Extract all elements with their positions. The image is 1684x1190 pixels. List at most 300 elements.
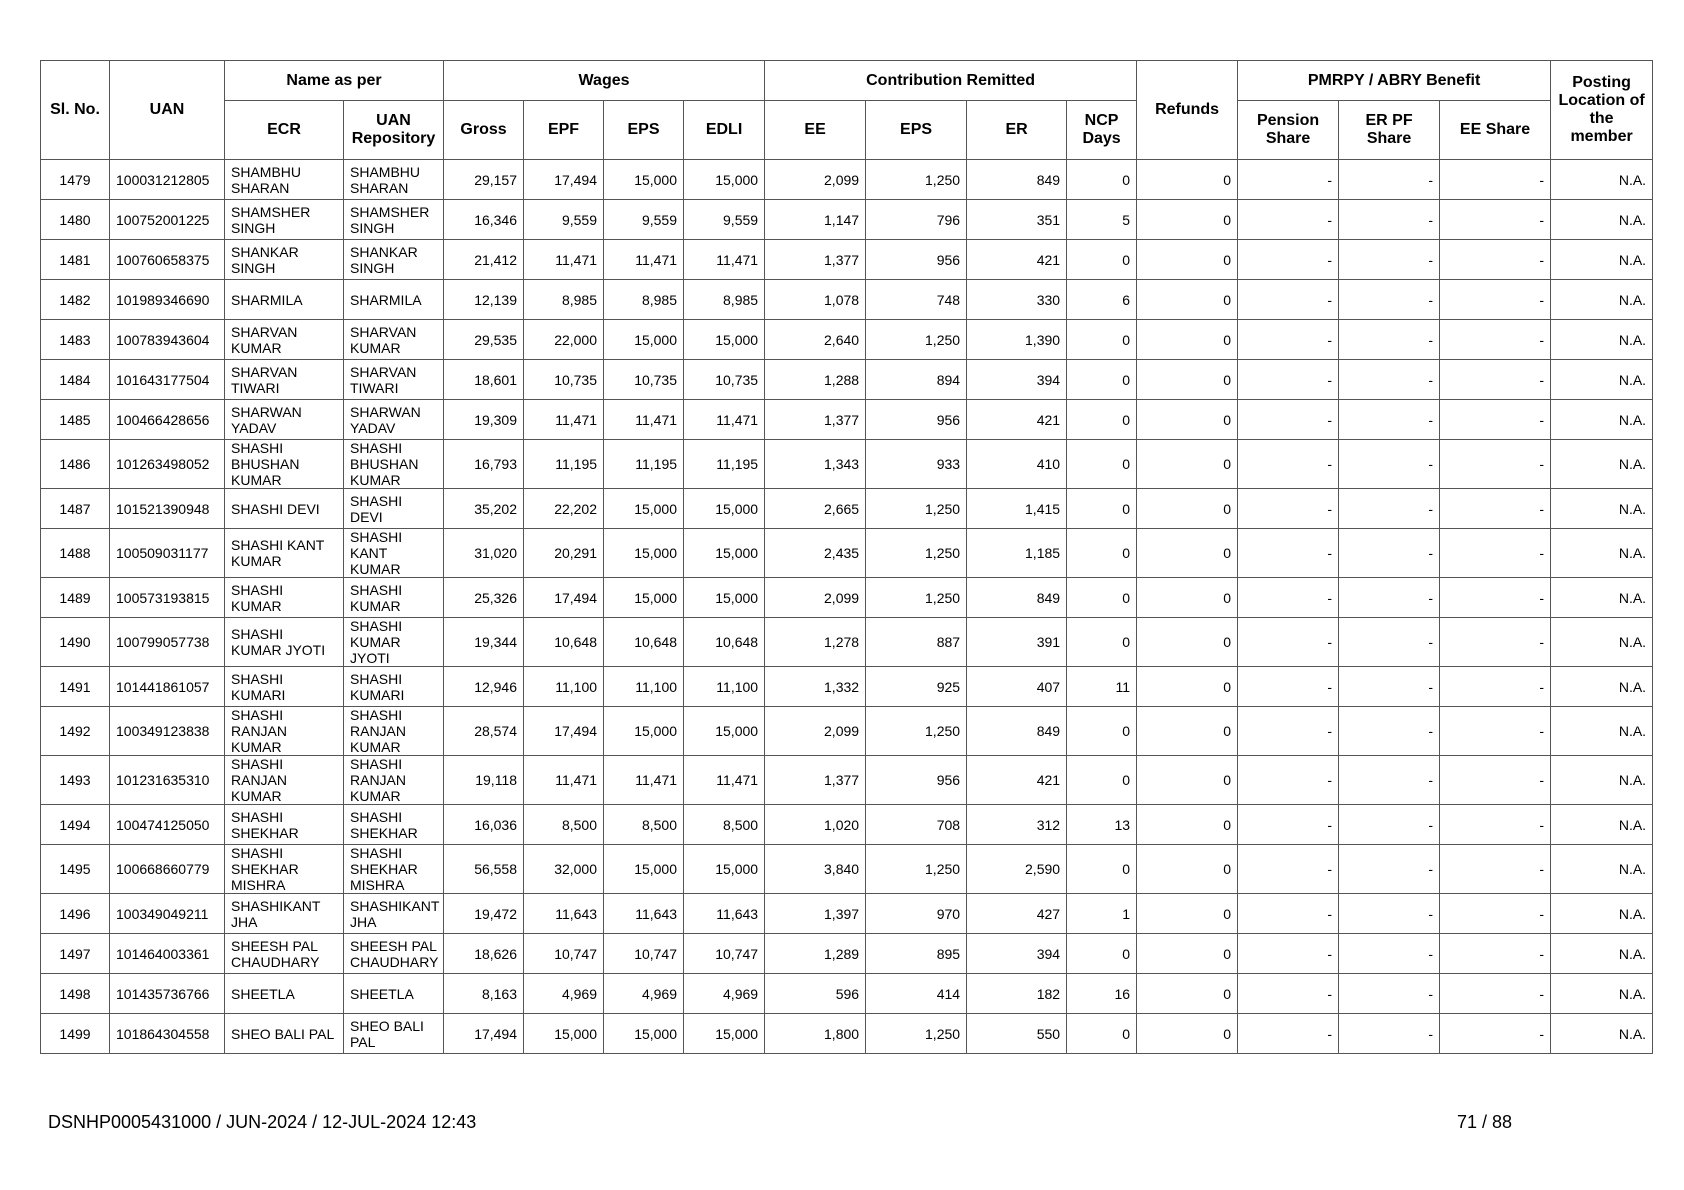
cell-repo-name: SHARVAN KUMAR — [344, 320, 444, 360]
cell-edli: 10,747 — [684, 934, 765, 974]
cell-uan: 101521390948 — [110, 489, 225, 529]
cell-epf: 11,471 — [524, 756, 604, 805]
cell-ee-share: - — [1440, 240, 1551, 280]
cell-ee: 1,377 — [765, 240, 866, 280]
cell-er: 351 — [967, 200, 1067, 240]
cell-uan: 100349123838 — [110, 707, 225, 756]
cell-epf: 8,500 — [524, 805, 604, 845]
cell-repo-name: SHASHI KANT KUMAR — [344, 529, 444, 578]
cell-er-pf-share: - — [1339, 440, 1440, 489]
cell-pension-share: - — [1238, 160, 1339, 200]
cell-refunds: 0 — [1137, 400, 1238, 440]
cell-wages-eps: 11,100 — [604, 667, 684, 707]
cell-gross: 12,946 — [444, 667, 524, 707]
cell-er: 849 — [967, 578, 1067, 618]
cell-posting-location: N.A. — [1551, 360, 1653, 400]
col-ee: EE — [765, 101, 866, 160]
cell-er: 1,415 — [967, 489, 1067, 529]
col-er-pf-share: ER PF Share — [1339, 101, 1440, 160]
col-edli: EDLI — [684, 101, 765, 160]
cell-repo-name: SHASHI RANJAN KUMAR — [344, 707, 444, 756]
col-ee-share: EE Share — [1440, 101, 1551, 160]
cell-gross: 31,020 — [444, 529, 524, 578]
cell-gross: 29,157 — [444, 160, 524, 200]
cell-er: 394 — [967, 934, 1067, 974]
cell-pension-share: - — [1238, 974, 1339, 1014]
cell-contribution-eps: 1,250 — [866, 320, 967, 360]
cell-ncp-days: 0 — [1067, 845, 1137, 894]
cell-repo-name: SHAMBHU SHARAN — [344, 160, 444, 200]
cell-wages-eps: 8,985 — [604, 280, 684, 320]
cell-ee: 2,665 — [765, 489, 866, 529]
cell-contribution-eps: 1,250 — [866, 529, 967, 578]
cell-epf: 10,648 — [524, 618, 604, 667]
contribution-table — [40, 60, 1653, 1054]
cell-posting-location: N.A. — [1551, 667, 1653, 707]
cell-sl-no: 1480 — [41, 200, 110, 240]
cell-ecr-name: SHASHI RANJAN KUMAR — [225, 707, 344, 756]
cell-gross: 21,412 — [444, 240, 524, 280]
cell-refunds: 0 — [1137, 280, 1238, 320]
cell-ee: 1,278 — [765, 618, 866, 667]
cell-ee: 2,640 — [765, 320, 866, 360]
col-uan-repository: UAN Repository — [344, 101, 444, 160]
cell-wages-eps: 11,643 — [604, 894, 684, 934]
cell-ee: 3,840 — [765, 845, 866, 894]
cell-ecr-name: SHASHI SHEKHAR — [225, 805, 344, 845]
cell-epf: 22,202 — [524, 489, 604, 529]
cell-er: 421 — [967, 756, 1067, 805]
cell-er-pf-share: - — [1339, 894, 1440, 934]
cell-contribution-eps: 956 — [866, 756, 967, 805]
col-refunds: Refunds — [1137, 61, 1238, 160]
cell-uan: 100752001225 — [110, 200, 225, 240]
cell-er: 1,390 — [967, 320, 1067, 360]
cell-wages-eps: 15,000 — [604, 1014, 684, 1054]
table-row — [41, 240, 1653, 280]
cell-edli: 15,000 — [684, 707, 765, 756]
cell-epf: 4,969 — [524, 974, 604, 1014]
cell-edli: 11,100 — [684, 667, 765, 707]
cell-gross: 17,494 — [444, 1014, 524, 1054]
cell-uan: 101435736766 — [110, 974, 225, 1014]
cell-ee-share: - — [1440, 280, 1551, 320]
cell-ecr-name: SHASHI KUMAR JYOTI — [225, 618, 344, 667]
cell-ncp-days: 0 — [1067, 934, 1137, 974]
cell-gross: 19,344 — [444, 618, 524, 667]
cell-pension-share: - — [1238, 200, 1339, 240]
cell-ee-share: - — [1440, 707, 1551, 756]
cell-er-pf-share: - — [1339, 578, 1440, 618]
cell-ecr-name: SHARVAN KUMAR — [225, 320, 344, 360]
cell-contribution-eps: 887 — [866, 618, 967, 667]
cell-ee: 1,377 — [765, 400, 866, 440]
cell-ecr-name: SHASHI DEVI — [225, 489, 344, 529]
cell-repo-name: SHEETLA — [344, 974, 444, 1014]
cell-wages-eps: 11,471 — [604, 756, 684, 805]
cell-uan: 100466428656 — [110, 400, 225, 440]
cell-epf: 10,747 — [524, 934, 604, 974]
cell-ee: 1,289 — [765, 934, 866, 974]
cell-sl-no: 1492 — [41, 707, 110, 756]
table-row — [41, 578, 1653, 618]
cell-refunds: 0 — [1137, 578, 1238, 618]
col-ecr: ECR — [225, 101, 344, 160]
cell-posting-location: N.A. — [1551, 200, 1653, 240]
cell-sl-no: 1488 — [41, 529, 110, 578]
cell-pension-share: - — [1238, 707, 1339, 756]
table-row — [41, 934, 1653, 974]
cell-er-pf-share: - — [1339, 618, 1440, 667]
cell-ee: 1,377 — [765, 756, 866, 805]
cell-gross: 56,558 — [444, 845, 524, 894]
col-er: ER — [967, 101, 1067, 160]
cell-refunds: 0 — [1137, 240, 1238, 280]
cell-edli: 4,969 — [684, 974, 765, 1014]
cell-pension-share: - — [1238, 1014, 1339, 1054]
cell-repo-name: SHAMSHER SINGH — [344, 200, 444, 240]
cell-wages-eps: 10,735 — [604, 360, 684, 400]
cell-posting-location: N.A. — [1551, 529, 1653, 578]
cell-er: 330 — [967, 280, 1067, 320]
cell-ecr-name: SHASHI KANT KUMAR — [225, 529, 344, 578]
cell-contribution-eps: 956 — [866, 400, 967, 440]
col-pension-share: Pension Share — [1238, 101, 1339, 160]
cell-edli: 9,559 — [684, 200, 765, 240]
cell-refunds: 0 — [1137, 360, 1238, 400]
cell-uan: 100783943604 — [110, 320, 225, 360]
cell-ncp-days: 0 — [1067, 240, 1137, 280]
cell-pension-share: - — [1238, 489, 1339, 529]
cell-gross: 18,626 — [444, 934, 524, 974]
cell-ecr-name: SHASHI KUMAR — [225, 578, 344, 618]
cell-pension-share: - — [1238, 400, 1339, 440]
table-row — [41, 280, 1653, 320]
col-gross: Gross — [444, 101, 524, 160]
cell-ncp-days: 0 — [1067, 529, 1137, 578]
cell-er: 849 — [967, 707, 1067, 756]
cell-pension-share: - — [1238, 667, 1339, 707]
cell-ecr-name: SHASHI RANJAN KUMAR — [225, 756, 344, 805]
cell-ee: 2,435 — [765, 529, 866, 578]
cell-er-pf-share: - — [1339, 805, 1440, 845]
cell-wages-eps: 10,648 — [604, 618, 684, 667]
cell-posting-location: N.A. — [1551, 400, 1653, 440]
cell-ecr-name: SHANKAR SINGH — [225, 240, 344, 280]
cell-wages-eps: 15,000 — [604, 578, 684, 618]
cell-pension-share: - — [1238, 756, 1339, 805]
cell-er: 182 — [967, 974, 1067, 1014]
cell-ecr-name: SHEESH PAL CHAUDHARY — [225, 934, 344, 974]
table-row — [41, 400, 1653, 440]
cell-er: 391 — [967, 618, 1067, 667]
cell-ecr-name: SHASHI KUMARI — [225, 667, 344, 707]
cell-er-pf-share: - — [1339, 240, 1440, 280]
cell-wages-eps: 8,500 — [604, 805, 684, 845]
cell-contribution-eps: 970 — [866, 894, 967, 934]
cell-edli: 8,500 — [684, 805, 765, 845]
cell-wages-eps: 10,747 — [604, 934, 684, 974]
table-row — [41, 756, 1653, 805]
cell-ncp-days: 0 — [1067, 360, 1137, 400]
cell-posting-location: N.A. — [1551, 707, 1653, 756]
cell-posting-location: N.A. — [1551, 1014, 1653, 1054]
cell-wages-eps: 15,000 — [604, 489, 684, 529]
cell-gross: 8,163 — [444, 974, 524, 1014]
col-ncp-days: NCP Days — [1067, 101, 1137, 160]
cell-gross: 28,574 — [444, 707, 524, 756]
cell-epf: 10,735 — [524, 360, 604, 400]
cell-ee-share: - — [1440, 489, 1551, 529]
cell-er-pf-share: - — [1339, 160, 1440, 200]
cell-ee-share: - — [1440, 440, 1551, 489]
cell-edli: 15,000 — [684, 160, 765, 200]
cell-repo-name: SHANKAR SINGH — [344, 240, 444, 280]
cell-er-pf-share: - — [1339, 845, 1440, 894]
cell-ee-share: - — [1440, 934, 1551, 974]
table-row — [41, 489, 1653, 529]
cell-er: 550 — [967, 1014, 1067, 1054]
cell-sl-no: 1495 — [41, 845, 110, 894]
cell-er: 2,590 — [967, 845, 1067, 894]
document-reference: DSNHP0005431000 / JUN-2024 / 12-JUL-2024 12:43 — [48, 1112, 477, 1132]
cell-er-pf-share: - — [1339, 400, 1440, 440]
cell-ee-share: - — [1440, 618, 1551, 667]
cell-epf: 20,291 — [524, 529, 604, 578]
cell-wages-eps: 15,000 — [604, 320, 684, 360]
cell-contribution-eps: 1,250 — [866, 578, 967, 618]
cell-epf: 17,494 — [524, 160, 604, 200]
cell-ncp-days: 0 — [1067, 707, 1137, 756]
cell-sl-no: 1489 — [41, 578, 110, 618]
cell-uan: 100349049211 — [110, 894, 225, 934]
cell-contribution-eps: 1,250 — [866, 1014, 967, 1054]
cell-ee: 2,099 — [765, 578, 866, 618]
cell-er-pf-share: - — [1339, 756, 1440, 805]
cell-er: 421 — [967, 240, 1067, 280]
cell-uan: 100031212805 — [110, 160, 225, 200]
cell-epf: 11,471 — [524, 400, 604, 440]
cell-er-pf-share: - — [1339, 360, 1440, 400]
cell-repo-name: SHEO BALI PAL — [344, 1014, 444, 1054]
cell-repo-name: SHASHI SHEKHAR MISHRA — [344, 845, 444, 894]
cell-ee-share: - — [1440, 667, 1551, 707]
cell-sl-no: 1491 — [41, 667, 110, 707]
cell-er: 427 — [967, 894, 1067, 934]
cell-refunds: 0 — [1137, 974, 1238, 1014]
cell-ncp-days: 0 — [1067, 578, 1137, 618]
cell-ecr-name: SHAMBHU SHARAN — [225, 160, 344, 200]
cell-er-pf-share: - — [1339, 529, 1440, 578]
cell-pension-share: - — [1238, 894, 1339, 934]
cell-ee-share: - — [1440, 400, 1551, 440]
cell-er-pf-share: - — [1339, 667, 1440, 707]
cell-pension-share: - — [1238, 440, 1339, 489]
cell-ee: 1,288 — [765, 360, 866, 400]
cell-wages-eps: 11,471 — [604, 400, 684, 440]
cell-ee-share: - — [1440, 845, 1551, 894]
cell-ncp-days: 6 — [1067, 280, 1137, 320]
cell-pension-share: - — [1238, 578, 1339, 618]
table-row — [41, 200, 1653, 240]
cell-ecr-name: SHEETLA — [225, 974, 344, 1014]
cell-repo-name: SHASHI KUMARI — [344, 667, 444, 707]
cell-ee: 596 — [765, 974, 866, 1014]
cell-uan: 101989346690 — [110, 280, 225, 320]
group-contribution-remitted: Contribution Remitted — [765, 61, 1137, 101]
cell-ee-share: - — [1440, 360, 1551, 400]
cell-edli: 11,643 — [684, 894, 765, 934]
cell-posting-location: N.A. — [1551, 440, 1653, 489]
cell-posting-location: N.A. — [1551, 974, 1653, 1014]
cell-ee-share: - — [1440, 756, 1551, 805]
cell-refunds: 0 — [1137, 320, 1238, 360]
cell-contribution-eps: 933 — [866, 440, 967, 489]
cell-gross: 25,326 — [444, 578, 524, 618]
cell-posting-location: N.A. — [1551, 618, 1653, 667]
cell-gross: 29,535 — [444, 320, 524, 360]
cell-ncp-days: 0 — [1067, 489, 1137, 529]
cell-posting-location: N.A. — [1551, 578, 1653, 618]
cell-sl-no: 1483 — [41, 320, 110, 360]
cell-contribution-eps: 925 — [866, 667, 967, 707]
cell-epf: 17,494 — [524, 578, 604, 618]
cell-edli: 15,000 — [684, 845, 765, 894]
col-wages-eps: EPS — [604, 101, 684, 160]
cell-posting-location: N.A. — [1551, 280, 1653, 320]
table-row — [41, 805, 1653, 845]
cell-repo-name: SHASHI KUMAR JYOTI — [344, 618, 444, 667]
cell-ee: 1,343 — [765, 440, 866, 489]
cell-refunds: 0 — [1137, 160, 1238, 200]
cell-pension-share: - — [1238, 240, 1339, 280]
cell-ncp-days: 0 — [1067, 400, 1137, 440]
cell-er-pf-share: - — [1339, 707, 1440, 756]
cell-refunds: 0 — [1137, 805, 1238, 845]
cell-repo-name: SHASHI BHUSHAN KUMAR — [344, 440, 444, 489]
cell-refunds: 0 — [1137, 1014, 1238, 1054]
cell-refunds: 0 — [1137, 934, 1238, 974]
cell-ncp-days: 0 — [1067, 618, 1137, 667]
cell-er-pf-share: - — [1339, 974, 1440, 1014]
cell-refunds: 0 — [1137, 529, 1238, 578]
cell-ecr-name: SHASHIKANT JHA — [225, 894, 344, 934]
cell-epf: 11,100 — [524, 667, 604, 707]
cell-uan: 100668660779 — [110, 845, 225, 894]
cell-contribution-eps: 1,250 — [866, 489, 967, 529]
table-row — [41, 160, 1653, 200]
cell-repo-name: SHASHI RANJAN KUMAR — [344, 756, 444, 805]
cell-epf: 11,471 — [524, 240, 604, 280]
cell-contribution-eps: 796 — [866, 200, 967, 240]
cell-sl-no: 1479 — [41, 160, 110, 200]
cell-er: 421 — [967, 400, 1067, 440]
cell-ee: 2,099 — [765, 160, 866, 200]
cell-edli: 10,735 — [684, 360, 765, 400]
cell-er-pf-share: - — [1339, 280, 1440, 320]
cell-ee: 1,397 — [765, 894, 866, 934]
cell-edli: 15,000 — [684, 320, 765, 360]
cell-epf: 15,000 — [524, 1014, 604, 1054]
cell-sl-no: 1498 — [41, 974, 110, 1014]
cell-posting-location: N.A. — [1551, 240, 1653, 280]
cell-er: 394 — [967, 360, 1067, 400]
cell-gross: 19,472 — [444, 894, 524, 934]
cell-ncp-days: 0 — [1067, 160, 1137, 200]
cell-edli: 11,195 — [684, 440, 765, 489]
cell-posting-location: N.A. — [1551, 805, 1653, 845]
cell-posting-location: N.A. — [1551, 894, 1653, 934]
cell-sl-no: 1497 — [41, 934, 110, 974]
cell-er: 410 — [967, 440, 1067, 489]
table-row — [41, 894, 1653, 934]
cell-contribution-eps: 1,250 — [866, 845, 967, 894]
cell-edli: 10,648 — [684, 618, 765, 667]
col-contribution-eps: EPS — [866, 101, 967, 160]
cell-ecr-name: SHARWAN YADAV — [225, 400, 344, 440]
cell-refunds: 0 — [1137, 618, 1238, 667]
cell-wages-eps: 15,000 — [604, 707, 684, 756]
cell-ee: 1,800 — [765, 1014, 866, 1054]
table-row — [41, 618, 1653, 667]
cell-ncp-days: 5 — [1067, 200, 1137, 240]
cell-uan: 100799057738 — [110, 618, 225, 667]
cell-gross: 18,601 — [444, 360, 524, 400]
cell-er: 849 — [967, 160, 1067, 200]
cell-sl-no: 1493 — [41, 756, 110, 805]
col-sl-no: Sl. No. — [41, 61, 110, 160]
cell-uan: 100474125050 — [110, 805, 225, 845]
cell-posting-location: N.A. — [1551, 160, 1653, 200]
cell-edli: 11,471 — [684, 756, 765, 805]
cell-gross: 16,346 — [444, 200, 524, 240]
cell-wages-eps: 11,471 — [604, 240, 684, 280]
cell-ee: 1,078 — [765, 280, 866, 320]
table-row — [41, 974, 1653, 1014]
cell-repo-name: SHARMILA — [344, 280, 444, 320]
cell-contribution-eps: 414 — [866, 974, 967, 1014]
cell-wages-eps: 11,195 — [604, 440, 684, 489]
cell-ecr-name: SHAMSHER SINGH — [225, 200, 344, 240]
cell-er-pf-share: - — [1339, 489, 1440, 529]
cell-ee: 2,099 — [765, 707, 866, 756]
cell-contribution-eps: 894 — [866, 360, 967, 400]
cell-ee-share: - — [1440, 320, 1551, 360]
cell-ee-share: - — [1440, 894, 1551, 934]
cell-gross: 35,202 — [444, 489, 524, 529]
cell-wages-eps: 15,000 — [604, 845, 684, 894]
cell-ncp-days: 16 — [1067, 974, 1137, 1014]
cell-ee-share: - — [1440, 1014, 1551, 1054]
cell-repo-name: SHARWAN YADAV — [344, 400, 444, 440]
table-row — [41, 440, 1653, 489]
cell-epf: 11,195 — [524, 440, 604, 489]
cell-sl-no: 1494 — [41, 805, 110, 845]
cell-er-pf-share: - — [1339, 200, 1440, 240]
cell-uan: 101231635310 — [110, 756, 225, 805]
cell-sl-no: 1481 — [41, 240, 110, 280]
cell-ncp-days: 0 — [1067, 440, 1137, 489]
cell-er: 312 — [967, 805, 1067, 845]
cell-ee-share: - — [1440, 805, 1551, 845]
cell-wages-eps: 15,000 — [604, 529, 684, 578]
col-epf: EPF — [524, 101, 604, 160]
cell-ncp-days: 0 — [1067, 1014, 1137, 1054]
cell-wages-eps: 9,559 — [604, 200, 684, 240]
cell-edli: 11,471 — [684, 240, 765, 280]
cell-ncp-days: 0 — [1067, 320, 1137, 360]
cell-gross: 19,118 — [444, 756, 524, 805]
